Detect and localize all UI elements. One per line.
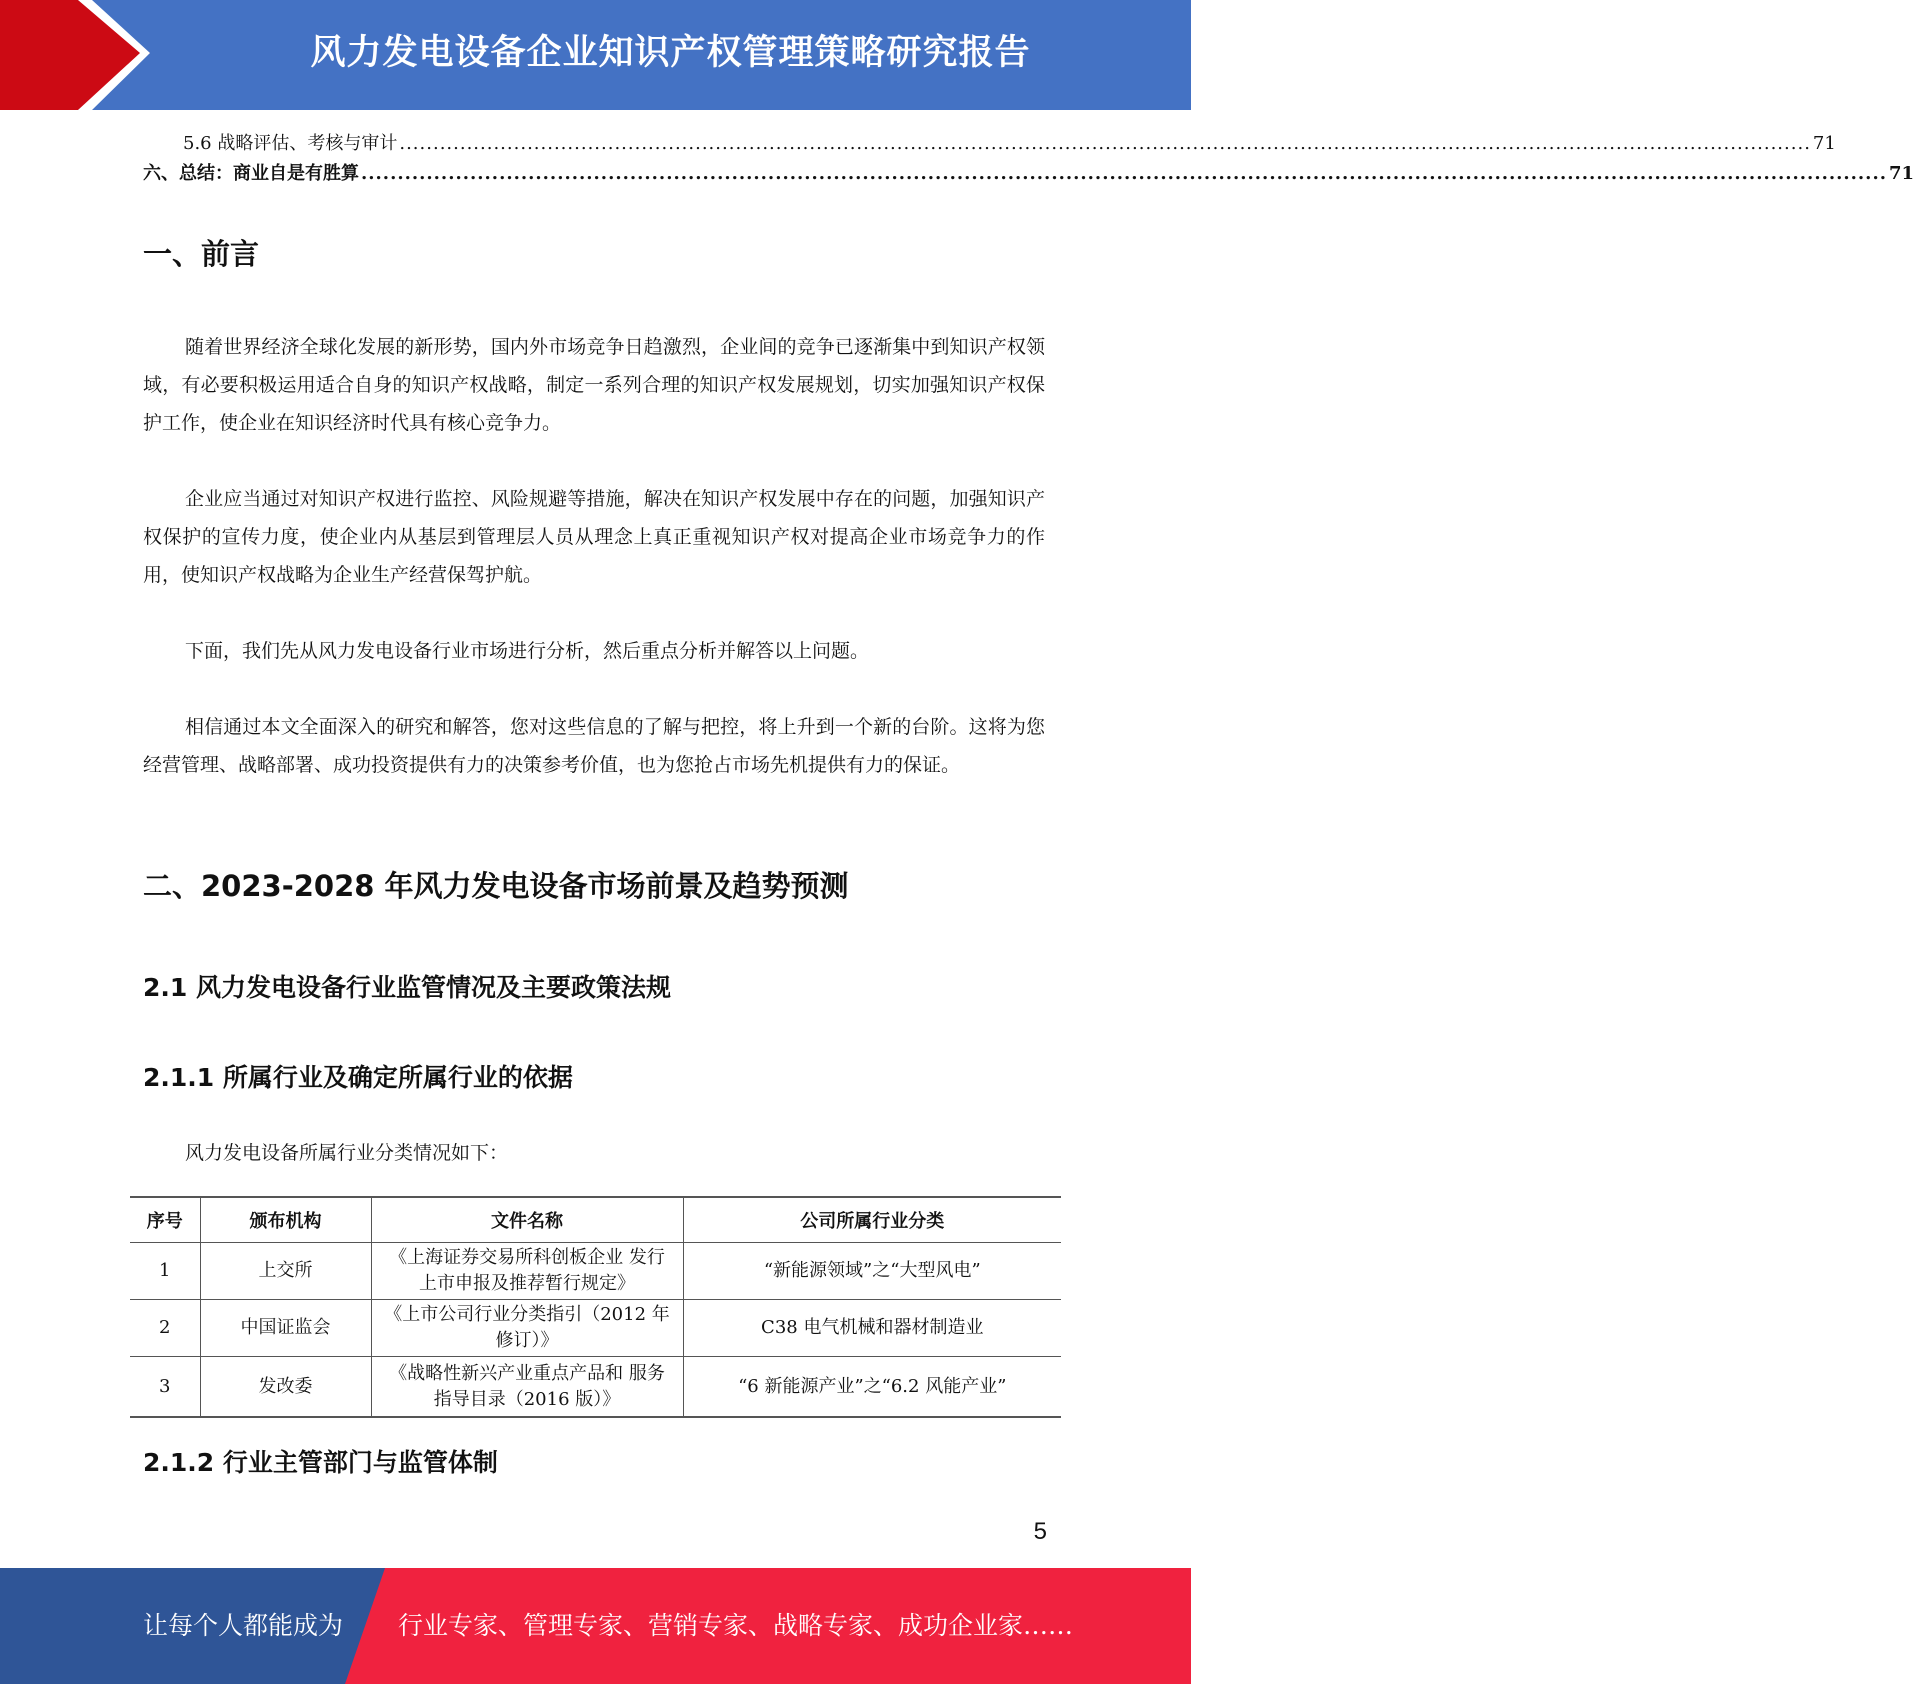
table-header-row	[130, 1197, 1061, 1243]
toc-leader-dots: ..................................................................................................................................................................................................................	[361, 163, 1887, 184]
toc-item-page: 71	[1812, 133, 1836, 154]
subsection-heading: 2.1 风力发电设备行业监管情况及主要政策法规	[143, 973, 671, 1002]
header-chevron-graphic	[0, 0, 160, 110]
section-heading-market: 二、2023-2028 年风力发电设备市场前景及趋势预测	[143, 869, 849, 903]
doc-line: 指导目录（2016 版）》	[433, 1388, 621, 1410]
report-title: 风力发电设备企业知识产权管理策略研究报告	[310, 33, 1031, 73]
toc-item[interactable]	[143, 162, 1914, 186]
subsection-heading: 2.1.2 行业主管部门与监管体制	[143, 1448, 498, 1477]
paragraph: 相信通过本文全面深入的研究和解答，您对这些信息的了解与把控，将上升到一个新的台阶。这将为您经营管理、战略部署、成功投资提供有力的决策参考价值，也为您抢占市场先机提供有力的保证。	[143, 716, 1045, 776]
industry-classification-table	[130, 1196, 1061, 1418]
cell-org: 中国证监会	[200, 1300, 371, 1357]
cell-no: 3	[130, 1357, 200, 1418]
footer-slogan-left: 让每个人都能成为	[143, 1611, 344, 1640]
page-number: 5	[1033, 1518, 1047, 1545]
cell-no: 2	[130, 1300, 200, 1357]
column-header: 颁布机构	[200, 1197, 371, 1243]
doc-line: 《上海证券交易所科创板企业 发行	[389, 1247, 665, 1268]
cell-class: “6 新能源产业”之“6.2 风能产业”	[683, 1357, 1061, 1418]
table-row	[130, 1357, 1061, 1418]
doc-line: 修订）》	[495, 1330, 559, 1351]
toc-item-label: 六、总结：商业自是有胜算	[143, 163, 359, 184]
toc-item-label: 5.6 战略评估、考核与审计	[183, 133, 398, 154]
cell-class: C38 电气机械和器材制造业	[683, 1300, 1061, 1357]
cell-org: 上交所	[200, 1243, 371, 1300]
column-header: 文件名称	[371, 1197, 683, 1243]
doc-line: 《战略性新兴产业重点产品和 服务	[389, 1362, 665, 1384]
table-row	[130, 1300, 1061, 1357]
cell-no: 1	[130, 1243, 200, 1300]
toc-item[interactable]	[143, 132, 1836, 156]
page-header	[0, 0, 1191, 110]
doc-line: 上市申报及推荐暂行规定》	[419, 1273, 635, 1294]
toc-item-page: 71	[1889, 163, 1914, 184]
page-footer	[0, 1568, 1191, 1684]
section-heading-preface: 一、前言	[143, 237, 260, 271]
paragraph: 随着世界经济全球化发展的新形势，国内外市场竞争日趋激烈，企业间的竞争已逐渐集中到知识产权领域，有必要积极运用适合自身的知识产权战略，制定一系列合理的知识产权发展规划，切实加强知识产权保护工作，使企业在知识经济时代具有核心竞争力。	[143, 336, 1045, 434]
doc-line: 《上市公司行业分类指引（2012 年	[384, 1304, 670, 1325]
cell-org: 发改委	[200, 1357, 371, 1418]
subsection-heading: 2.1.1 所属行业及确定所属行业的依据	[143, 1063, 573, 1092]
cell-class: “新能源领域”之“大型风电”	[683, 1243, 1061, 1300]
paragraph: 下面，我们先从风力发电设备行业市场进行分析，然后重点分析并解答以上问题。	[185, 640, 870, 662]
paragraph: 企业应当通过对知识产权进行监控、风险规避等措施，解决在知识产权发展中存在的问题，加强知识产权保护的宣传力度，使企业内从基层到管理层人员从理念上真正重视知识产权对提高企业市场竞争力的作用，使知识产权战略为企业生产经营保驾护航。	[143, 488, 1045, 586]
cell-doc	[371, 1243, 683, 1300]
table-intro: 风力发电设备所属行业分类情况如下：	[185, 1142, 509, 1164]
table-row	[130, 1243, 1061, 1300]
cell-doc	[371, 1300, 683, 1357]
footer-slogan-right: 行业专家、管理专家、营销专家、战略专家、成功企业家……	[398, 1611, 1074, 1640]
column-header: 序号	[130, 1197, 200, 1243]
column-header: 公司所属行业分类	[683, 1197, 1061, 1243]
toc-leader-dots: ..................................................................................................................................................................................................................	[399, 133, 1811, 154]
cell-doc	[371, 1357, 683, 1418]
